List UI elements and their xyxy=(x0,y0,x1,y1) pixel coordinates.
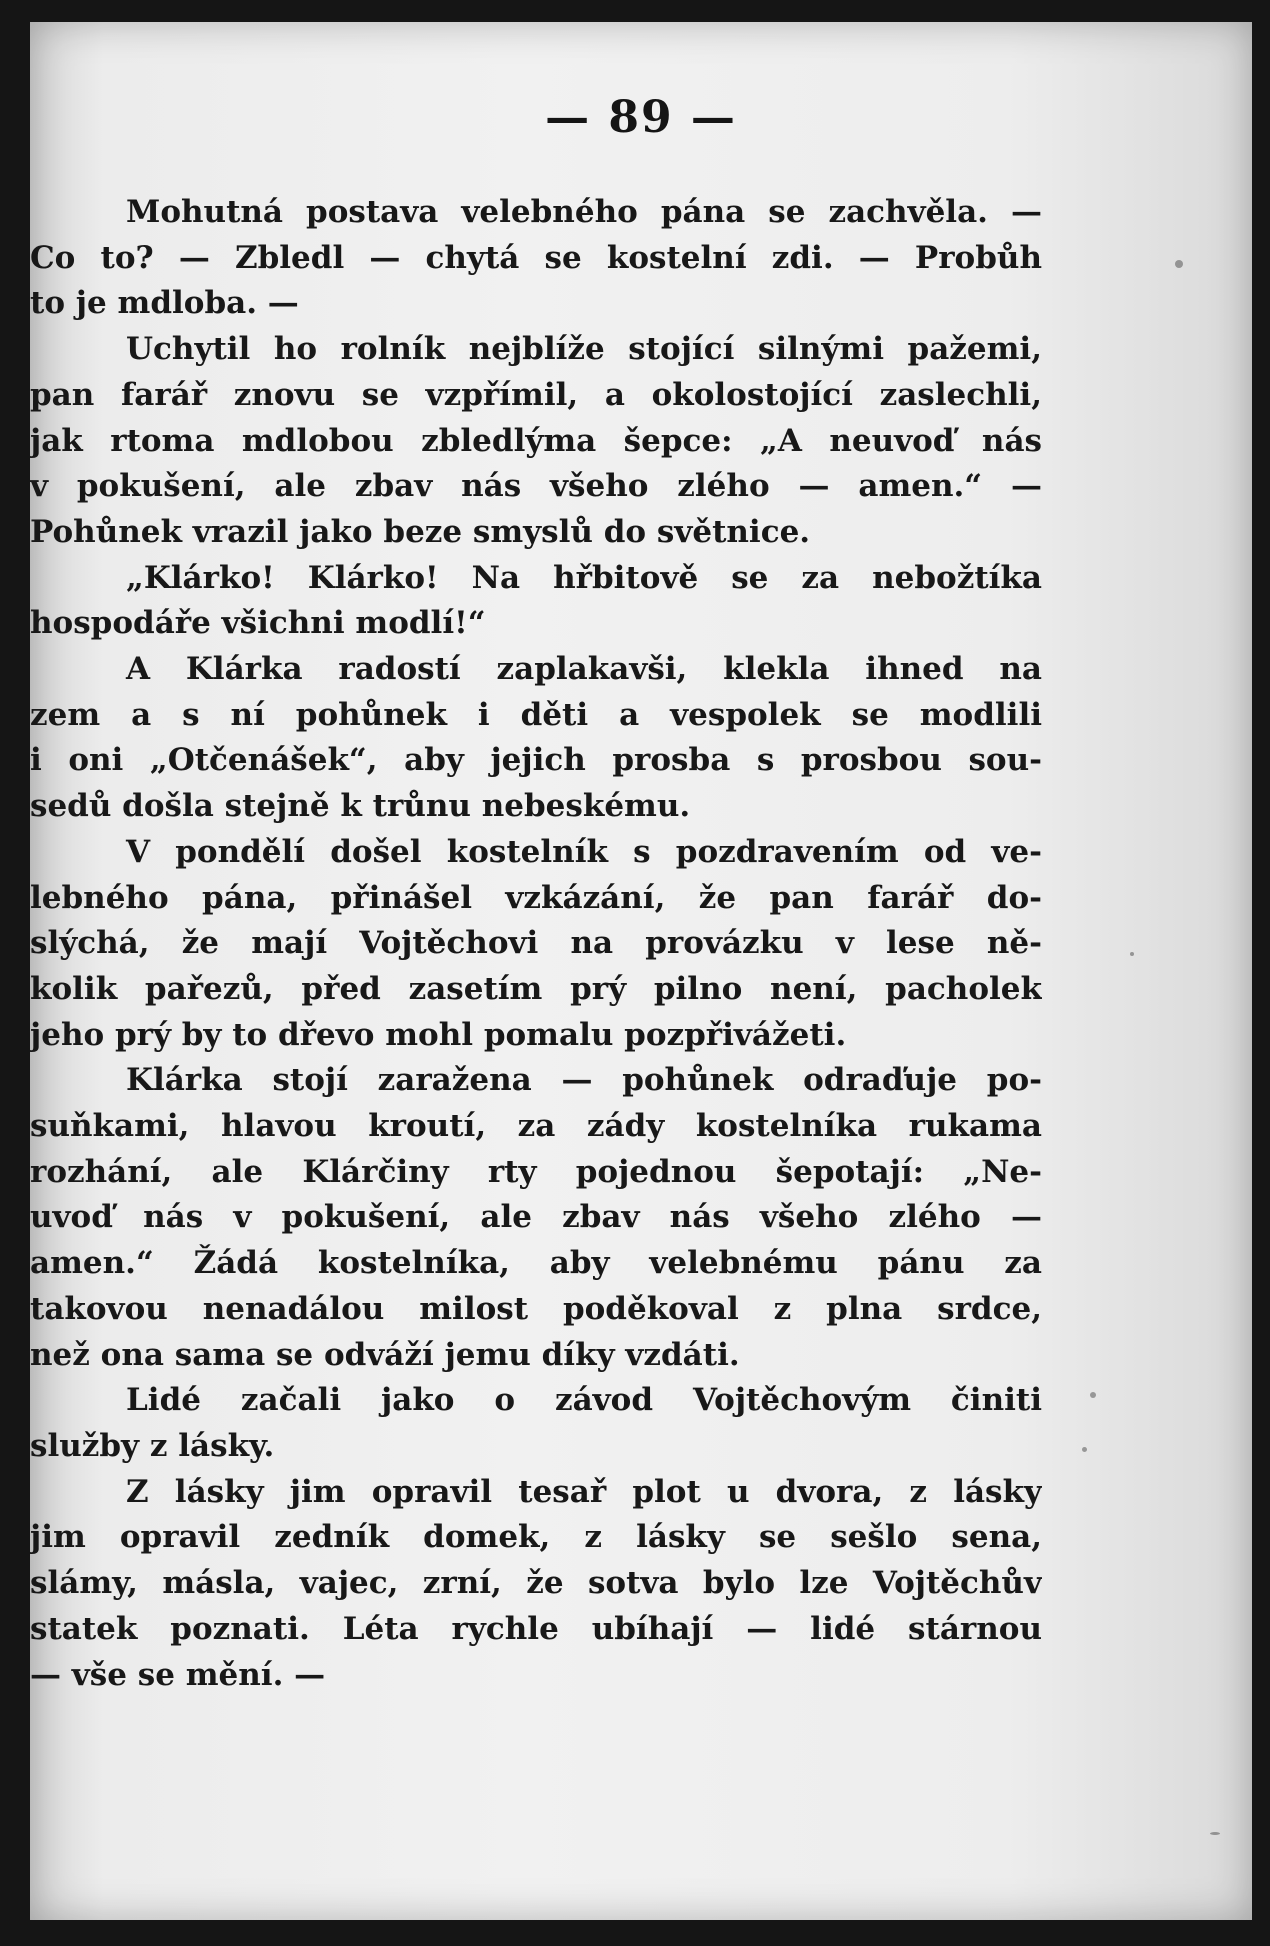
text-line: i oni „Otčenášek“, aby jejich prosba s prosbou sou- xyxy=(30,742,1042,779)
text-line: takovou nenadálou milost poděkoval z plna srdce, xyxy=(30,1290,1042,1327)
book-page xyxy=(30,22,1252,1920)
text-line: slámy, másla, vajec, zrní, že sotva bylo lze Vojtěchův xyxy=(30,1565,1042,1602)
text-line: zem a s ní pohůnek i děti a vespolek se modlili xyxy=(30,696,1042,733)
text-line: jim opravil zedník domek, z lásky se sešlo sena, xyxy=(30,1519,1042,1556)
ink-speck xyxy=(1130,952,1134,956)
text-line: v pokušení, ale zbav nás všeho zlého — amen.“ — xyxy=(30,468,1042,505)
text-line: lebného pána, přinášel vzkázání, že pan farář do- xyxy=(30,879,1042,916)
text-line: slýchá, že mají Vojtěchovi na provázku v lese ně- xyxy=(30,925,1042,962)
text-line: Mohutná postava velebného pána se zachvěla. — xyxy=(126,194,1042,230)
text-line: Pohůnek vrazil jako beze smyslů do světnice. xyxy=(30,513,811,550)
text-line: než ona sama se odváží jemu díky vzdáti. xyxy=(30,1336,740,1373)
text-line: statek poznati. Léta rychle ubíhají — lidé stárnou xyxy=(30,1610,1042,1647)
text-line: jeho prý by to dřevo mohl pomalu pozpřivážeti. xyxy=(30,1016,847,1053)
text-line: služby z lásky. xyxy=(30,1427,275,1464)
text-line: Z lásky jim opravil tesař plot u dvora, z lásky xyxy=(126,1473,1042,1510)
ink-speck xyxy=(1082,1447,1087,1452)
text-line: suňkami, hlavou kroutí, za zády kostelníka rukama xyxy=(30,1108,1042,1145)
text-line: pan farář znovu se vzpřímil, a okolostojící zaslechli, xyxy=(30,376,1042,413)
ink-speck xyxy=(1210,1832,1220,1835)
text-line: A Klárka radostí zaplakavši, klekla ihned na xyxy=(126,651,1042,688)
text-line: Lidé začali jako o závod Vojtěchovým činiti xyxy=(126,1382,1042,1419)
text-line: rozhání, ale Klárčiny rty pojednou šepotají: „Ne- xyxy=(30,1153,1042,1190)
text-line: amen.“ Žádá kostelníka, aby velebnému pánu za xyxy=(30,1245,1042,1282)
text-line: V pondělí došel kostelník s pozdravením od ve- xyxy=(126,833,1042,870)
text-line: Uchytil ho rolník nejblíže stojící silnými pažemi, xyxy=(126,331,1042,368)
text-line: „Klárko! Klárko! Na hřbitově se za nebožtíka xyxy=(126,559,1042,596)
text-line: jak rtoma mdlobou zbledlýma šepce: „A neuvoď nás xyxy=(30,422,1042,459)
text-line: sedů došla stejně k trůnu nebeskému. xyxy=(30,788,691,825)
text-line: hospodáře všichni modlí!“ xyxy=(30,605,486,642)
text-line: — vše se mění. — xyxy=(30,1656,326,1693)
body-text xyxy=(30,190,1042,1698)
text-line: Co to? — Zbledl — chytá se kostelní zdi. — Probůh xyxy=(30,239,1042,276)
text-line: Klárka stojí zaražena — pohůnek odraďuje po- xyxy=(126,1062,1042,1099)
text-line: uvoď nás v pokušení, ale zbav nás všeho zlého — xyxy=(30,1199,1042,1236)
text-line: to je mdloba. — xyxy=(30,285,299,322)
ink-speck xyxy=(1090,1392,1096,1398)
ink-speck xyxy=(1175,260,1183,268)
text-line: kolik pařezů, před zasetím prý pilno není, pacholek xyxy=(30,970,1042,1007)
page-number: — 89 — xyxy=(545,92,737,143)
